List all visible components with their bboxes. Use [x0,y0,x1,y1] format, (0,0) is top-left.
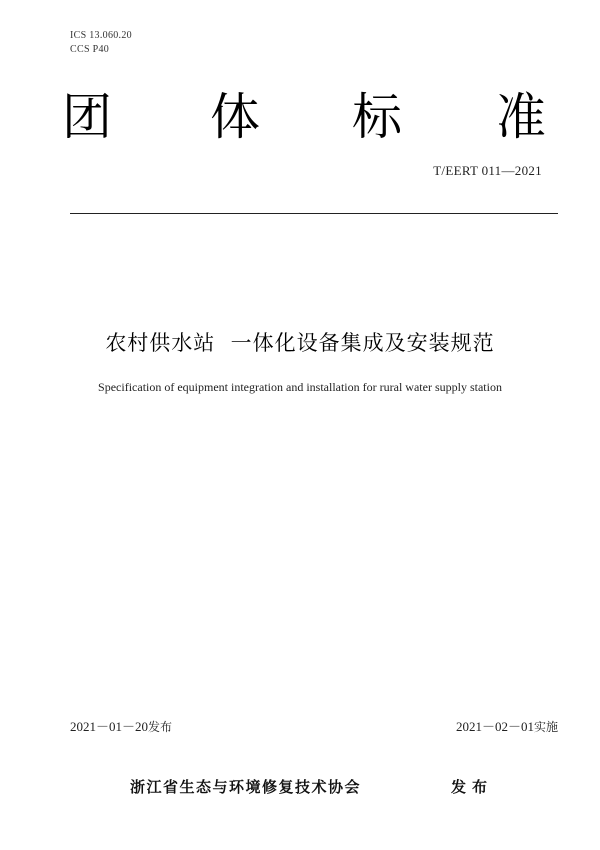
title-char: 体 [210,88,260,146]
implement-date [456,716,558,735]
document-type-title [62,84,554,150]
publish-date-label: 发布 [148,720,173,734]
header-divider [70,213,558,214]
title-char: 团 [62,88,112,146]
publisher-name: 浙江省生态与环境修复技术协会 [130,778,362,796]
title-char: 准 [496,88,546,146]
ics-code: ICS 13.060.20 [70,30,132,41]
standard-number: T/EERT 011—2021 [433,163,542,178]
title-char: 标 [352,88,402,146]
standard-title-english: Specification of equipment integration and installation for rural water supply station [98,380,502,394]
implement-date-label: 实施 [533,720,558,734]
publisher-action: 发布 [451,778,494,796]
implement-date-value: 2021－02－01 [455,719,534,734]
ccs-code: CCS P40 [70,44,110,55]
standard-title: 农村供水站 一体化设备集成及安装规范 [105,331,495,355]
publish-date-value: 2021－01－20 [70,719,149,734]
publish-date [70,716,172,735]
